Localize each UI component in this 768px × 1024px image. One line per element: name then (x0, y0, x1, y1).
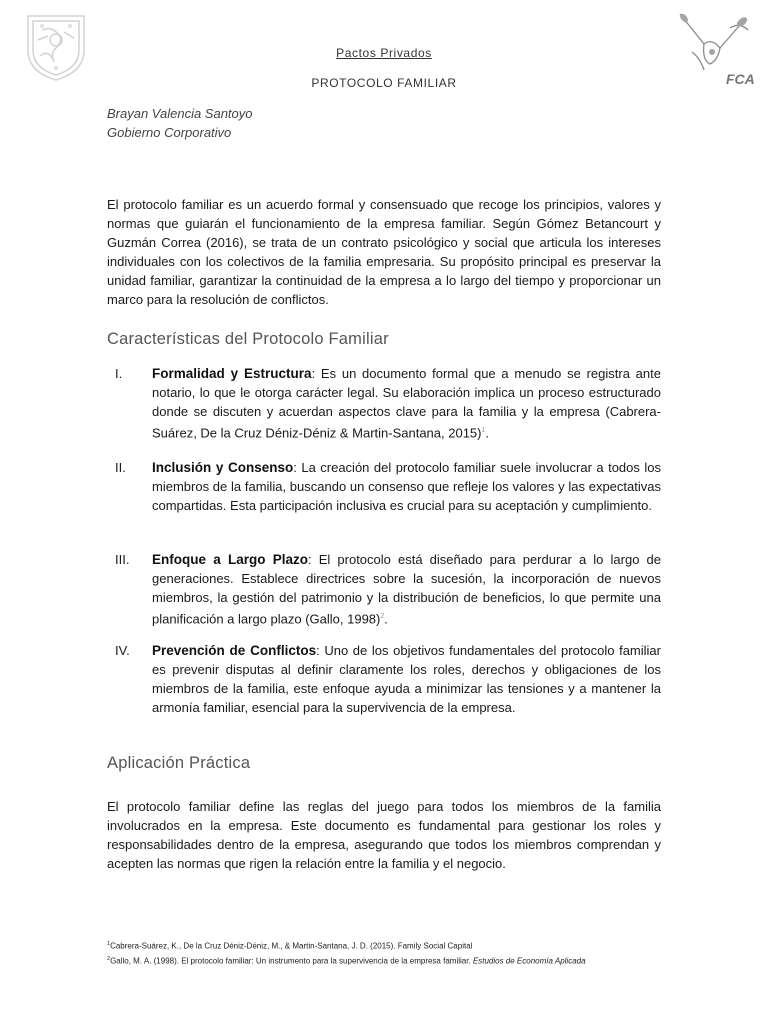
list-numeral: III. (115, 552, 130, 567)
list-item-text: : El protocolo está diseñado para perdurar a lo largo de generaciones. Establece directrices sobre la sucesión, la incorporación de nuevos miembros, la gestión del patrimonio y la distribución de beneficios, lo que permite una planificación a largo plazo (Gallo, 1998) (152, 552, 661, 627)
footnote (107, 938, 707, 953)
footnotes (107, 938, 707, 967)
fca-logo-text: FCA (726, 71, 754, 87)
list-item (107, 458, 661, 515)
list-item-title: Prevención de Conflictos (152, 643, 317, 658)
list-numeral: IV. (115, 643, 130, 658)
footnote (107, 953, 707, 968)
section-heading-application: Aplicación Práctica (107, 754, 251, 772)
list-numeral: II. (115, 460, 126, 475)
list-item (107, 550, 661, 628)
section-heading-characteristics: Características del Protocolo Familiar (107, 330, 389, 348)
footnote-text: Cabrera-Suárez, K., De la Cruz Déniz-Déniz, M., & Martin-Santana, J. D. (2015). Family Social Capital (110, 941, 473, 951)
list-item-text: : Es un documento formal que a menudo se registra ante notario, lo que le otorga carácter legal. Su elaboración implica un proceso estructurado donde se discuten y acuerdan aspectos clave para la familia y la empresa (Cabrera-Suárez, De la Cruz Déniz-Déniz & Martin-Santana, 2015) (152, 366, 661, 441)
footnote-number: 2 (107, 955, 111, 962)
list-item (107, 641, 661, 717)
footnote-ref[interactable]: 1 (481, 427, 486, 434)
footnote-ref[interactable]: 2 (380, 613, 385, 620)
document-subtitle: PROTOCOLO FAMILIAR (311, 76, 457, 90)
footnote-source: Estudios de Economía Aplicada (472, 956, 586, 966)
author-name: Brayan Valencia Santoyo (107, 106, 253, 121)
list-item-end: . (485, 425, 490, 441)
application-paragraph: El protocolo familiar define las reglas del juego para todos los miembros de la familia involucrados en la empresa. Este documento es fundamental para gestionar los roles y responsabilidades dentro de la empresa, asegurando que todos los miembros comprendan y acepten las normas que rigen la relación entre la familia y el negocio. (107, 799, 661, 871)
list-item-title: Inclusión y Consenso (152, 460, 294, 475)
list-numeral: I. (115, 366, 123, 381)
course-name: Gobierno Corporativo (107, 125, 232, 140)
list-item (107, 364, 661, 442)
list-item-text: : Uno de los objetivos fundamentales del protocolo familiar es prevenir disputas al definir claramente los roles, derechos y obligaciones de los miembros de la familia, este enfoque ayuda a minimizar las tensiones y a mantener la armonía familiar, esencial para la supervivencia de la empresa. (152, 643, 661, 715)
list-item-text: : La creación del protocolo familiar suele involucrar a todos los miembros de la familia, buscando un consenso que refleje los valores y las expectativas compartidas. Esta participación inclusiva es crucial para su aceptación y cumplimiento. (152, 460, 661, 513)
intro-paragraph: El protocolo familiar es un acuerdo formal y consensuado que recoge los principios, valores y normas que guiarán el funcionamiento de la empresa familiar. Según Gómez Betancourt y Guzmán Correa (2016), se trata de un contrato psicológico y social que articula los intereses individuales con los colectivos de la familia empresaria. Su propósito principal es preservar la unidad familiar, garantizar la continuidad de la empresa a lo largo del tiempo y proporcionar un marco para la resolución de conflictos. (107, 197, 661, 307)
footnote-number: 1 (107, 941, 111, 947)
list-item-title: Enfoque a Largo Plazo (152, 552, 309, 567)
footnote-text: Gallo, M. A. (1998). El protocolo familiar: Un instrumento para la supervivencia de la empresa familiar. (110, 956, 473, 966)
list-item-title: Formalidad y Estructura (152, 366, 312, 381)
document-title: Pactos Privados (336, 46, 432, 60)
list-item-end: . (384, 611, 388, 627)
